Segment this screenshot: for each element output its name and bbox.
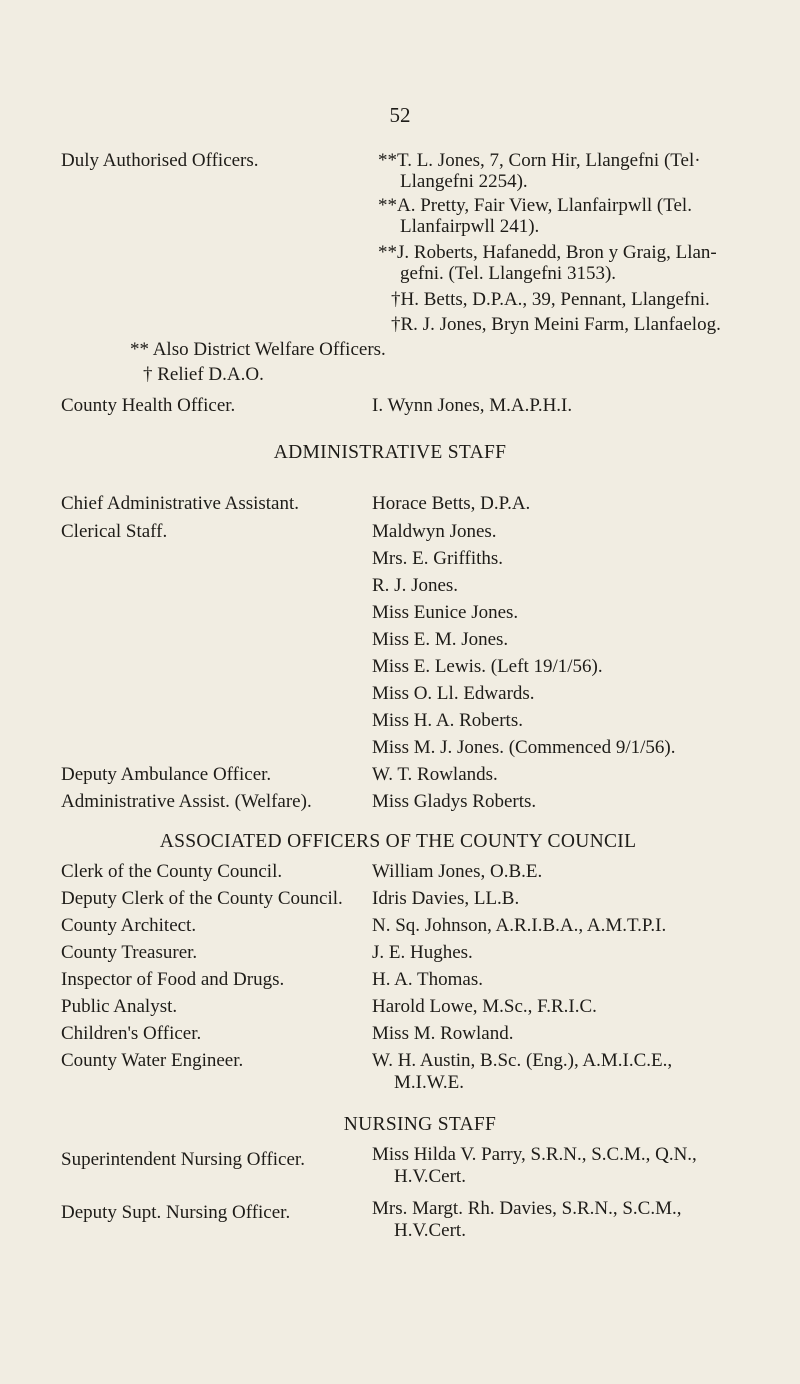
chief-admin-value: Horace Betts, D.P.A. [372,493,531,514]
assoc-label-4: County Treasurer. [61,942,198,963]
nursing-value-1-cont: H.V.Cert. [394,1166,466,1187]
assoc-value-7: Miss M. Rowland. [372,1023,514,1044]
clerical-staff-2: Mrs. E. Griffiths. [372,548,504,569]
clerical-staff-label: Clerical Staff. [61,521,168,542]
assoc-label-3: County Architect. [61,915,197,936]
admin-assist-label: Administrative Assist. (Welfare). [61,791,312,812]
nursing-value-2: Mrs. Margt. Rh. Davies, S.R.N., S.C.M., [372,1198,682,1219]
associated-officers-heading: ASSOCIATED OFFICERS OF THE COUNTY COUNCIL [159,831,637,852]
clerical-staff-6: Miss E. Lewis. (Left 19/1/56). [372,656,603,677]
note-relief-dao: † Relief D.A.O. [143,364,264,385]
clerical-staff-4: Miss Eunice Jones. [372,602,519,623]
nursing-label-2: Deputy Supt. Nursing Officer. [61,1202,291,1223]
officer-entry-3-line1: **J. Roberts, Hafanedd, Bron y Graig, Llan- [378,242,717,263]
officer-entry-5: †R. J. Jones, Bryn Meini Farm, Llanfaelog. [391,314,721,335]
officer-entry-2-line2: Llanfairpwll 241). [400,216,540,237]
officer-entry-3-line2: gefni. (Tel. Llangefni 3153). [400,263,617,284]
assoc-value-5: H. A. Thomas. [372,969,484,990]
assoc-label-6: Public Analyst. [61,996,178,1017]
note-district-welfare: ** Also District Welfare Officers. [130,339,386,360]
officer-entry-1-line2: Llangefni 2254). [400,171,528,192]
page-number: 52 [389,103,411,127]
nursing-label-1: Superintendent Nursing Officer. [61,1149,305,1170]
assoc-value-8-cont: M.I.W.E. [394,1072,465,1093]
duly-authorised-label: Duly Authorised Officers. [61,150,259,171]
chief-admin-label: Chief Administrative Assistant. [61,493,300,514]
clerical-staff-8: Miss H. A. Roberts. [372,710,523,731]
deputy-ambulance-value: W. T. Rowlands. [372,764,498,785]
county-health-label: County Health Officer. [61,395,236,416]
assoc-value-8: W. H. Austin, B.Sc. (Eng.), A.M.I.C.E., [372,1050,673,1071]
admin-assist-value: Miss Gladys Roberts. [372,791,537,812]
administrative-staff-heading: ADMINISTRATIVE STAFF [273,442,507,463]
clerical-staff-9: Miss M. J. Jones. (Commenced 9/1/56). [372,737,676,758]
deputy-ambulance-label: Deputy Ambulance Officer. [61,764,272,785]
assoc-label-5: Inspector of Food and Drugs. [61,969,285,990]
clerical-staff-3: R. J. Jones. [372,575,459,596]
assoc-value-1: William Jones, O.B.E. [372,861,543,882]
officer-entry-4: †H. Betts, D.P.A., 39, Pennant, Llangefni. [391,289,710,310]
assoc-value-6: Harold Lowe, M.Sc., F.R.I.C. [372,996,597,1017]
assoc-label-7: Children's Officer. [61,1023,202,1044]
officer-entry-2-line1: **A. Pretty, Fair View, Llanfairpwll (Tel. [378,195,692,216]
officer-entry-1-line1: **T. L. Jones, 7, Corn Hir, Llangefni (Tel· [378,150,701,171]
assoc-value-4: J. E. Hughes. [372,942,473,963]
clerical-staff-5: Miss E. M. Jones. [372,629,509,650]
assoc-label-8: County Water Engineer. [61,1050,244,1071]
assoc-label-1: Clerk of the County Council. [61,861,283,882]
assoc-value-2: Idris Davies, LL.B. [372,888,520,909]
county-health-value: I. Wynn Jones, M.A.P.H.I. [372,395,573,416]
nursing-value-1: Miss Hilda V. Parry, S.R.N., S.C.M., Q.N., [372,1144,697,1165]
nursing-value-2-cont: H.V.Cert. [394,1220,466,1241]
clerical-staff-7: Miss O. Ll. Edwards. [372,683,535,704]
assoc-value-3: N. Sq. Johnson, A.R.I.B.A., A.M.T.P.I. [372,915,667,936]
nursing-staff-heading: NURSING STAFF [343,1114,497,1135]
clerical-staff-1: Maldwyn Jones. [372,521,497,542]
assoc-label-2: Deputy Clerk of the County Council. [61,888,343,909]
